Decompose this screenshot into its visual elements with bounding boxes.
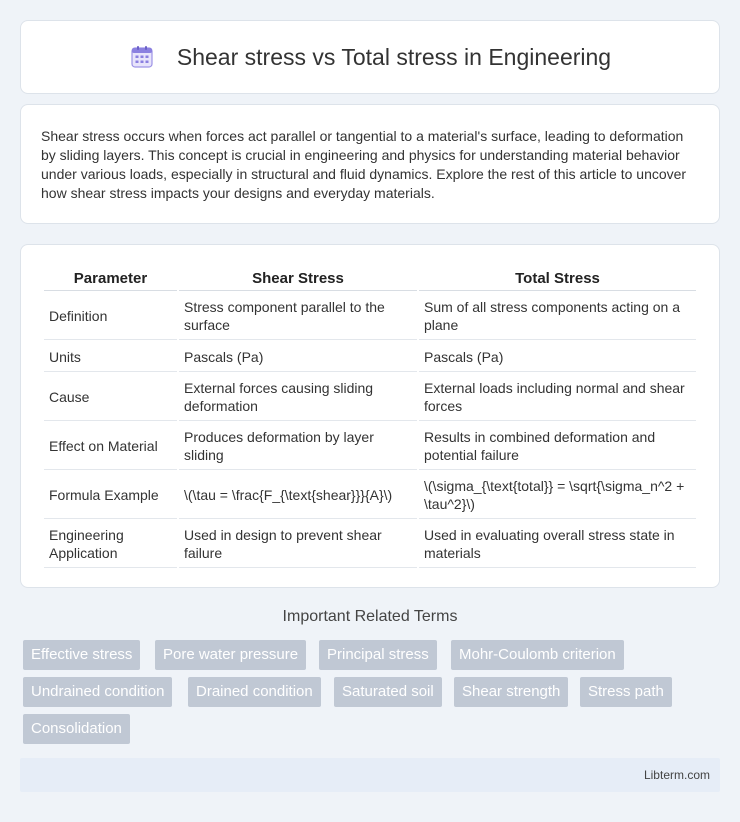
tag-consolidation[interactable]: Consolidation <box>23 714 130 744</box>
related-terms-title: Important Related Terms <box>282 608 458 625</box>
table-cell: Units <box>44 342 177 372</box>
table-cell: Definition <box>44 293 177 340</box>
table-cell: Cause <box>44 374 177 421</box>
table-cell: Used in design to prevent shear failure <box>179 521 417 568</box>
tag-principal-stress[interactable]: Principal stress <box>319 640 437 670</box>
table-cell: Stress component parallel to the surface <box>179 293 417 340</box>
footer <box>20 758 720 792</box>
tag-effective-stress[interactable]: Effective stress <box>23 640 140 670</box>
table-cell: \(\sigma_{\text{total}} = \sqrt{\sigma_n^2 + \tau^2}\) <box>419 472 696 519</box>
calendar-grid-icon <box>129 44 155 70</box>
footer-site-link[interactable]: Libterm.com <box>643 768 710 782</box>
tag-mohr-coulomb-criterion[interactable]: Mohr-Coulomb criterion <box>451 640 624 670</box>
header-total-stress: Total Stress <box>419 265 696 291</box>
header-shear-stress: Shear Stress <box>179 265 417 291</box>
table-cell: External forces causing sliding deformation <box>179 374 417 421</box>
intro-paragraph: Shear stress occurs when forces act parallel or tangential to a material's surface, leading to deformation by sliding layers. This concept is crucial in engineering and physics for understanding material behavior under various loads, especially in structural and fluid dynamics. Explore the rest of this article to uncover how shear stress impacts your designs and everyday materials. <box>41 128 687 201</box>
table-cell: Produces deformation by layer sliding <box>179 423 417 470</box>
table-cell: Formula Example <box>44 472 177 519</box>
table-row <box>44 423 696 470</box>
tag-shear-strength[interactable]: Shear strength <box>454 677 568 707</box>
tag-drained-condition[interactable]: Drained condition <box>188 677 321 707</box>
page-title: Shear stress vs Total stress in Engineering <box>176 43 612 70</box>
table-cell: Pascals (Pa) <box>419 342 696 372</box>
table-row <box>44 342 696 372</box>
table-cell: Engineering Application <box>44 521 177 568</box>
tag-stress-path[interactable]: Stress path <box>580 677 672 707</box>
comparison-card <box>20 244 720 588</box>
table-row <box>44 374 696 421</box>
table-cell: Pascals (Pa) <box>179 342 417 372</box>
table-row <box>44 521 696 568</box>
table-cell: Used in evaluating overall stress state in materials <box>419 521 696 568</box>
table-row <box>44 293 696 340</box>
title-card <box>20 20 720 94</box>
table-cell: Effect on Material <box>44 423 177 470</box>
table-cell: Results in combined deformation and potential failure <box>419 423 696 470</box>
table-header-row <box>44 265 696 291</box>
table-cell: External loads including normal and shear forces <box>419 374 696 421</box>
tag-undrained-condition[interactable]: Undrained condition <box>23 677 172 707</box>
table-row <box>44 472 696 519</box>
table-cell: Sum of all stress components acting on a plane <box>419 293 696 340</box>
header-parameter: Parameter <box>44 265 177 291</box>
table-cell: \(\tau = \frac{F_{\text{shear}}}{A}\) <box>179 472 417 519</box>
comparison-table <box>42 263 698 570</box>
intro-card <box>20 104 720 224</box>
tag-saturated-soil[interactable]: Saturated soil <box>334 677 442 707</box>
tag-pore-water-pressure[interactable]: Pore water pressure <box>155 640 306 670</box>
